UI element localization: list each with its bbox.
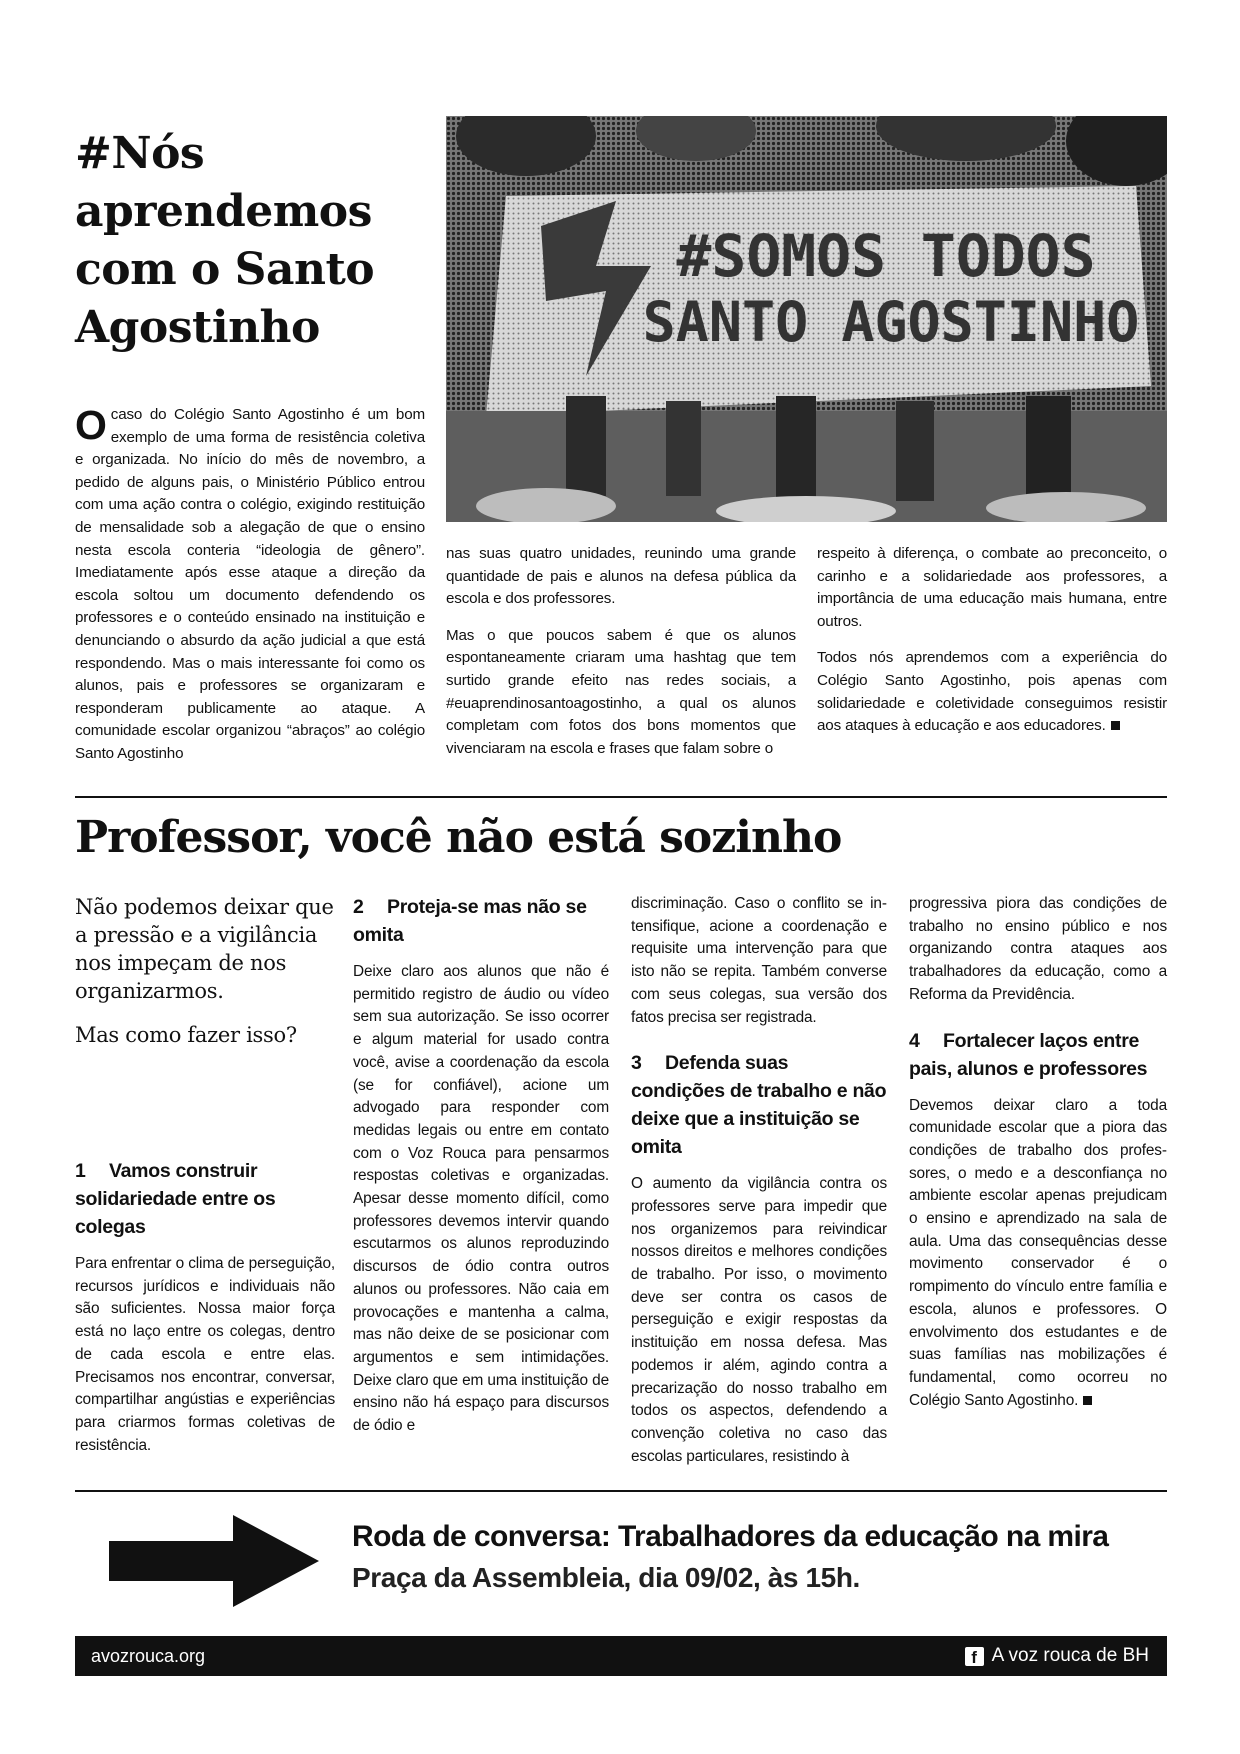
section-2-heading — [353, 893, 609, 949]
article1-paragraph-3-text: Todos nós aprendemos com a experiência do Colégio Santo Agostinho, pois apenas com solidariedade e coletividade conseguimos resistir aos ataques à educação e aos educadores. — [817, 649, 1167, 735]
section-3-title: Defenda suas condições de trabalho e não deixe que a instituição se omita — [631, 1052, 887, 1159]
drop-cap: O — [75, 402, 107, 448]
banner-text-line2: SANTO AGOSTINHO — [642, 290, 1140, 354]
article2-column-2 — [353, 893, 609, 1452]
article1-column-1 — [75, 404, 425, 780]
section-4-text-body: Devemos deixar claro a toda comunidade escolar que a piora das condições de trabalho dos professores, o medo e a desconfiança no ambiente escolar apenas prejudicam o ensino e aprendizado na sala de aula. Uma das consequências desse movimento conservador é o rompimento do vínculo entre família e escola, alunos e professores. O envolvimento dos estudantes e de suas famílias nas mobilizações é fundamental, como ocorreu no Colégio Santo Agostinho. — [909, 1096, 1167, 1409]
section-4-number: 4 — [909, 1029, 920, 1052]
section-1-title: Vamos construir solidariedade entre os colegas — [75, 1160, 276, 1238]
section-1-text: Para enfrentar o clima de perseguição, recursos jurídicos e individuais não são suficientes. Nossa maior força está no laço entre os colegas, dentro de cada escola e entre elas. Precisamos nos encontrar, conversar, compartilhar angústias e experiências para criarmos formas coletivas de resistência. — [75, 1255, 335, 1454]
article2-column-1 — [75, 893, 335, 1471]
article1-paragraph-2-cont: respeito à diferença, o combate ao preconceito, o carinho e a solidariedade aos professores, a importância de uma educação mais humana, entre outros. — [817, 545, 1167, 630]
article1-paragraph-1 — [75, 404, 425, 766]
article2-column-3 — [631, 893, 887, 1482]
section-2-text: Deixe claro aos alunos que não é permitido registro de áudio ou vídeo sem sua autorização. Se isso ocorrer e algum material for usado contra você, avise a coordenação da escola (se for confiável), acione um advogado para responder com medidas legais ou entre em contato com o Voz Rouca para pensarmos respostas coletivas e organizadas. Apesar desse momento difícil, como professores devemos intervir quando escutarmos os alunos reproduzindo discursos de ódio contra outros alunos ou professores. Não caia em provocações e mantenha a calma, mas não deixe de se posicionar com argumentos e sem intimidações. Deixe claro que em uma instituição de ensino não há espaço para discursos de ódio e — [353, 963, 609, 1435]
section-4-heading — [909, 1027, 1167, 1083]
end-mark — [1111, 721, 1120, 730]
protest-photo-image — [446, 116, 1167, 522]
article1-paragraph-1-cont: nas suas quatro unidades, reunindo uma grande quantidade de pais e alunos na defesa pública da escola e dos professores. — [446, 545, 796, 608]
facebook-label: A voz rouca de BH — [991, 1645, 1149, 1666]
event-title: Roda de conversa: Trabalhadores da educação na mira — [352, 1520, 1109, 1553]
arrow-right-icon — [109, 1515, 319, 1607]
section-1-number: 1 — [75, 1160, 86, 1182]
article1-column-3 — [817, 543, 1167, 752]
section-4-title: Fortalecer laços entre pais, alunos e professores — [909, 1029, 1148, 1080]
article-title: #Nós aprendemos com o Santo Agostinho — [75, 128, 375, 353]
article2-title: Professor, você não está sozinho — [75, 812, 842, 863]
section-2-text-cont: discriminação. Caso o conflito se intensifique, acione a coordenação e requisite uma intervenção para que isto não se repita. Também converse com seus colegas, sua versão dos fatos precisa ser registrada. — [631, 895, 887, 1026]
website-link[interactable]: avozrouca.org — [91, 1646, 206, 1666]
section-1-heading — [75, 1157, 335, 1241]
section-divider — [75, 1490, 1167, 1492]
section-4-text — [909, 1095, 1167, 1413]
section-divider — [75, 796, 1167, 798]
footer-bar — [75, 1636, 1167, 1676]
section-2-number: 2 — [353, 896, 364, 918]
end-mark — [1083, 1396, 1092, 1405]
lead-text-2: Mas como fazer isso? — [75, 1023, 297, 1047]
section-2-title: Proteja-se mas não se omita — [353, 896, 587, 946]
article2-column-4 — [909, 893, 1167, 1426]
article1-paragraph-3 — [817, 647, 1167, 737]
article1-paragraph-1-text: caso do Colégio Santo Agostinho é um bom exemplo de uma forma de resistência coletiva e organizada. No início do mês de novembro, a pedido de alguns pais, o Ministério Público entrou com uma ação contra o colégio, exigindo restituição de mensalidade sob a alegação de que o ensino nesta escola conteria “ideologia de gênero”. Imediatamente após esse ataque a direção da escola soltou um documento defendendo os professores e o conteúdo ensinado na instituição e denunciando o absurdo da ação judicial a que está respondendo. Mas o mais interessante foi como os alunos, pais e professores se organizaram e responderam publicamente ao ataque. A comunidade escolar organizou “abraços” ao colégio Santo Agostinho — [75, 406, 425, 762]
article1-column-2 — [446, 543, 796, 774]
banner-text-line1: #SOMOS TODOS — [676, 222, 1096, 290]
event-details: Praça da Assembleia, dia 09/02, às 15h. — [352, 1562, 860, 1593]
facebook-icon: f — [965, 1647, 984, 1666]
section-3-text-cont: progressiva piora das condições de trabalho no ensino público e nos organizando contra ataques aos trabalhadores da educação, como a Reforma da Previdência. — [909, 895, 1167, 1003]
section-3-number: 3 — [631, 1052, 642, 1075]
section-3-text: O aumento da vigilância contra os professores serve para impedir que nos organizemos para reivindicar nossos direitos e melhores condições de trabalho. Por isso, o movimento deve ser contra os casos de perseguição e exigir respostas da instituição em nossa defesa. Mas podemos ir além, agindo contra a precarização do nosso trabalho em todos os aspectos, defendendo a convenção coletiva no caso das escolas particulares, resistindo à — [631, 1175, 887, 1465]
article1-paragraph-2: Mas o que poucos sabem é que os alunos espontaneamente criaram uma hashtag que tem surtido grande efeito nas redes sociais, a #euaprendinosantoagostinho, a qual os alunos completam com fotos dos bons momentos que vivenciaram na escola e frases que falam sobre o — [446, 626, 796, 757]
lead-text-1: Não podemos deixar que a pressão e a vigilância nos impeçam de nos organizarmos. — [75, 895, 334, 1003]
protest-banner-photo — [446, 116, 1167, 522]
facebook-link[interactable] — [965, 1645, 1149, 1667]
section-3-heading — [631, 1049, 887, 1161]
